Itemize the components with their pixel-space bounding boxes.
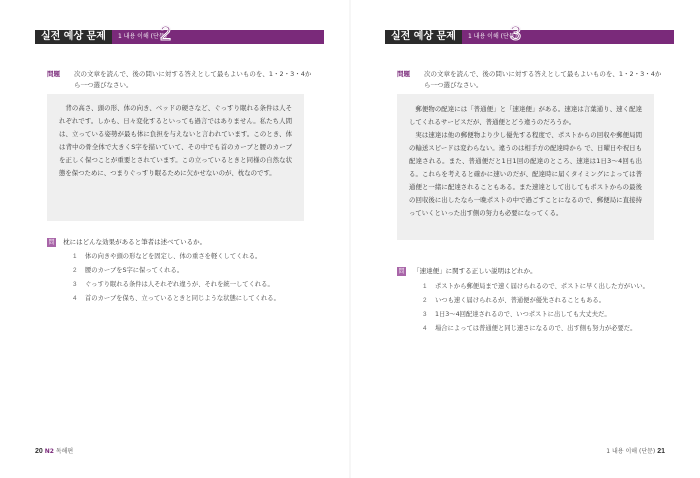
book-label: 1 내용 이해 (단문) (606, 448, 656, 455)
section-title: 실전 예상 문제 (35, 30, 112, 44)
option-number: 2 (423, 297, 427, 304)
passage-paragraph: 郵便物の配達には「普通便」と「速達便」がある。速達は言葉通り、速く配達してくれるサービスだが、普通便とどう違うのだろうか。 (409, 105, 642, 126)
question-instruction (397, 69, 667, 91)
question-badge: 問 (398, 267, 405, 275)
sub-question-text: 枕にはどんな効果があると筆者は述べているか。 (63, 238, 207, 246)
question-tag: 問題 (47, 70, 60, 78)
option-text: 腰のカーブをS字に保ってくれる。 (85, 267, 184, 274)
section-number: 2 (159, 23, 172, 45)
section-number: 3 (509, 23, 522, 45)
page-footer (606, 448, 665, 456)
section-header (385, 23, 674, 45)
answer-option[interactable] (73, 264, 280, 278)
section-header (35, 23, 324, 45)
answer-option[interactable] (423, 280, 649, 294)
option-text: ぐっすり眠れる条件は人それぞれ違うが、それを統一してくれる。 (85, 281, 274, 288)
option-number: 3 (423, 311, 427, 318)
page-footer (35, 448, 73, 456)
option-text: 体の向きや頭の形などを固定し、体の重さを軽くしてくれる。 (85, 253, 262, 260)
book-label: 독해편 (55, 448, 74, 455)
option-number: 4 (73, 295, 77, 302)
passage-paragraph: 実は速達は他の郵便物より少し優先する程度で、ポストからの回収や郵便局間の輸送スピードは変わらない。違うのは相手方の配達時から で、日曜日や祝日も配達される。また、普通便だと1日1回の配達のところ、速達は1日3～4回も出る。これらを考えると確かに速いのだが、配達時に届くタイミングによっては普通便と一緒に配達されることもある。また速達として出してもポストからの最後の回収後に出したなら一晩ポストの中で過ごすことになるので、郵便局に直接持っていくといった出す側の努力も必要になってくる。 (409, 131, 642, 217)
section-title: 실전 예상 문제 (385, 30, 462, 44)
answer-option[interactable] (423, 308, 649, 322)
answer-options (73, 250, 280, 306)
option-number: 2 (73, 267, 77, 274)
passage-text: 背の高さ、頭の形、体の向き、ベッドの硬さなど、ぐっすり眠れる条件は人それぞれです。しかも、日々変化するといっても過言ではありません。私たち人間は、立っている姿勢が最も体に負担を与えないと言われています。このとき、体は背中の骨全体で大きくS字を描いていて、その中でも首のカーブと腰のカーブを正しく保つことが重要とされています。この立っているときと同様の自然な状態を保つために、つまりぐっすり眠るために欠かせないのが、枕なのです。 (59, 104, 292, 177)
answer-option[interactable] (73, 292, 280, 306)
passage-box (47, 94, 304, 221)
answer-option[interactable] (73, 250, 280, 264)
sub-question-text: 「速達便」に関する正しい説明はどれか。 (413, 267, 537, 275)
option-text: 1日3～4回配達されるので、いつポストに出しても大丈夫だ。 (435, 311, 611, 318)
section-subtitle: 1 내용 이해 (단문) (467, 33, 517, 40)
question-instruction (47, 69, 317, 91)
option-text: いつも速く届けられるが、普通便が優先されることもある。 (435, 297, 606, 304)
sub-question (47, 237, 206, 247)
question-badge: 問 (48, 238, 55, 246)
option-number: 1 (73, 253, 77, 260)
option-text: 首のカーブを保ち、立っているときと同じような状態にしてくれる。 (85, 295, 280, 302)
section-subtitle-bar (462, 23, 674, 45)
question-text: 次の文章を読んで、後の問いに対する答えとして最もよいものを、1・2・3・4から一つ選びなさい。 (74, 70, 312, 89)
section-subtitle: 1 내용 이해 (단문) (117, 33, 167, 40)
question-tag: 問題 (397, 70, 410, 78)
sub-question (397, 266, 537, 276)
option-text: 場合によっては普通便と同じ速さになるので、出す側も努力が必要だ。 (435, 325, 637, 332)
option-number: 3 (73, 281, 77, 288)
right-page (350, 0, 700, 478)
option-number: 1 (423, 283, 427, 290)
answer-options (423, 280, 649, 336)
page-number: 21 (657, 448, 665, 455)
section-subtitle-bar (112, 23, 324, 45)
answer-option[interactable] (73, 278, 280, 292)
page-number: 20 (35, 448, 43, 455)
question-text: 次の文章を読んで、後の問いに対する答えとして最もよいものを、1・2・3・4から一つ選びなさい。 (424, 70, 662, 89)
level-label: N2 (44, 448, 54, 455)
option-text: ポストから郵便局まで速く届けられるので、ポストに早く出した方がいい。 (435, 283, 649, 290)
passage-box (397, 94, 654, 240)
answer-option[interactable] (423, 294, 649, 308)
answer-option[interactable] (423, 322, 649, 336)
option-number: 4 (423, 325, 427, 332)
